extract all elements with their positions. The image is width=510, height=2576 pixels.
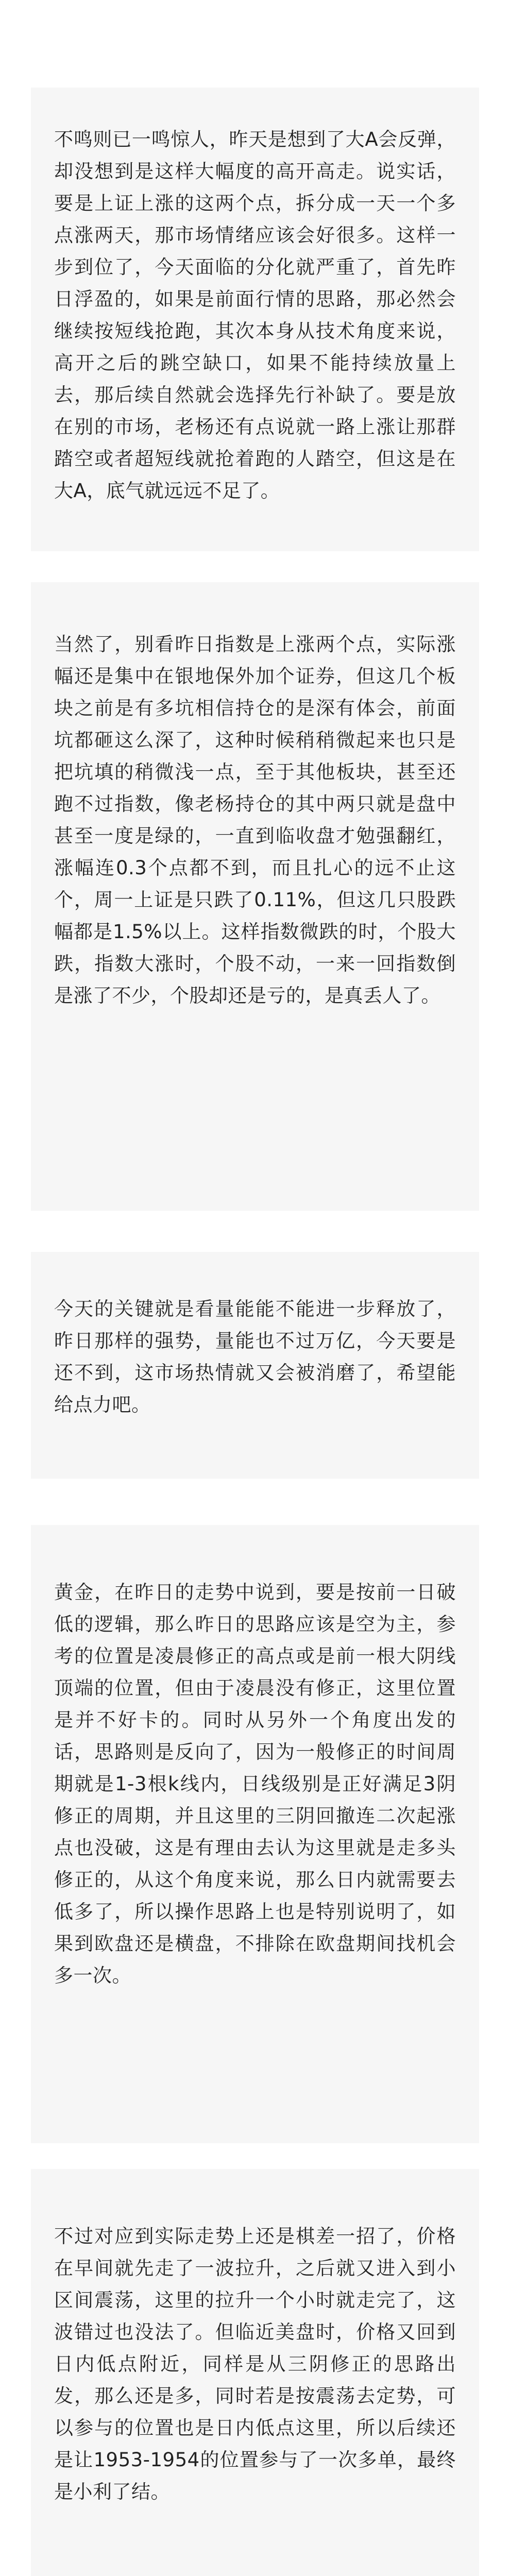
paragraph-card-4 — [31, 1525, 479, 2143]
paragraph-text: 黄金，在昨日的走势中说到，要是按前一日破低的逻辑，那么昨日的思路应该是空为主，参考的位置是凌晨修正的高点或是前一根大阴线顶端的位置，但由于凌晨没有修正，这里位置是并不好卡的。同时从另外一个角度出发的话，思路则是反向了，因为一般修正的时间周期就是1-3根k线内，日线级别是正好满足3阴修正的周期，并且这里的三阴回撤连二次起涨点也没破，这是有理由去认为这里就是走多头修正的，从这个角度来说，那么日内就需要去低多了，所以操作思路上也是特别说明了，如果到欧盘还是横盘，不排除在欧盘期间找机会多一次。 — [54, 1581, 456, 1987]
paragraph-card-2 — [31, 582, 479, 1211]
paragraph-card-1 — [31, 88, 479, 551]
paragraph-text: 不过对应到实际走势上还是棋差一招了，价格在早间就先走了一波拉升，之后就又进入到小区间震荡，这里的拉升一个小时就走完了，这波错过也没法了。但临近美盘时，价格又回到日内低点附近，同样是从三阴修正的思路出发，那么还是多，同时若是按震荡去定势，可以参与的位置也是日内低点这里，所以后续还是让1953-1954的位置参与了一次多单，最终是小利了结。 — [54, 2225, 456, 2503]
paragraph-card-5 — [31, 2169, 479, 2576]
paragraph-card-3 — [31, 1252, 479, 1479]
paragraph-text: 不鸣则已一鸣惊人，昨天是想到了大A会反弹，却没想到是这样大幅度的高开高走。说实话，要是上证上涨的这两个点，拆分成一天一个多点涨两天，那市场情绪应该会好很多。这样一步到位了，今天面临的分化就严重了，首先昨日浮盈的，如果是前面行情的思路，那必然会继续按短线抢跑，其次本身从技术角度来说，高开之后的跳空缺口，如果不能持续放量上去，那后续自然就会选择先行补缺了。要是放在别的市场，老杨还有点说就一路上涨让那群踏空或者超短线就抢着跑的人踏空，但这是在大A，底气就远远不足了。 — [54, 128, 456, 502]
paragraph-text: 当然了，别看昨日指数是上涨两个点，实际涨幅还是集中在银地保外加个证券，但这几个板块之前是有多坑相信持仓的是深有体会，前面坑都砸这么深了，这种时候稍稍微起来也只是把坑填的稍微浅一点，至于其他板块，甚至还跑不过指数，像老杨持仓的其中两只就是盘中甚至一度是绿的，一直到临收盘才勉强翻红，涨幅连0.3个点都不到，而且扎心的远不止这个，周一上证是只跌了0.11%，但这几只股跌幅都是1.5%以上。这样指数微跌的时，个股大跌，指数大涨时，个股不动，一来一回指数倒是涨了不少，个股却还是亏的，是真丢人了。 — [54, 633, 456, 1007]
paragraph-text: 今天的关键就是看量能能不能进一步释放了，昨日那样的强势，量能也不过万亿，今天要是还不到，这市场热情就又会被消磨了，希望能给点力吧。 — [54, 1298, 456, 1416]
